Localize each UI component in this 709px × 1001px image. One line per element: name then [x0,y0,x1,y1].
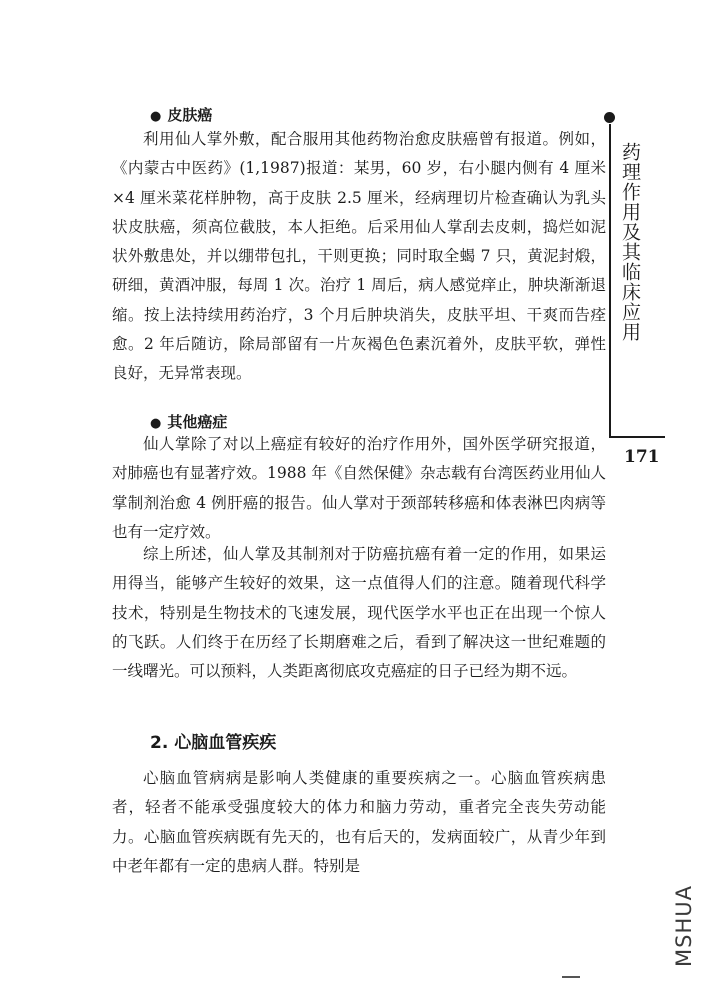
paragraph-cardio: 心脑血管病病是影响人类健康的重要疾病之一。心脑血管疾病患者，轻者不能承受强度较大的体力和脑力劳动，重者完全丧失劳动能力。心脑血管疾病既有先天的，也有后天的，发病面较广，从青少年到中老年都有一定的患病人群。特别是 [112,769,606,875]
side-vertical-rule [609,124,611,436]
paragraph-other-cancers-block [112,430,606,547]
heading-skin-cancer-text: 皮肤癌 [167,106,213,124]
paragraph-cardio-block [112,764,606,881]
side-section-label: 药理作用及其临床应用 [619,142,641,342]
bullet-icon: ● [150,109,162,124]
side-horizontal-rule [609,436,665,438]
bullet-icon: ● [150,416,162,431]
heading-other-cancers-text: 其他癌症 [167,413,228,431]
paragraph-summary-block [112,540,606,686]
watermark-text: MSHUA [672,885,696,967]
paragraph-skin-cancer-block [112,125,606,389]
footer-dash [562,976,580,978]
paragraph-skin-cancer: 利用仙人掌外敷，配合服用其他药物治愈皮肤癌曾有报道。例如，《内蒙古中医药》(1,1987)报道：某男，60 岁，右小腿内侧有 4 厘米×4 厘米菜花样肿物，高于皮肤 2.5 厘米，经病理切片检查确认为乳头状皮肤癌，须高位截肢，本人拒绝。后采用仙人掌刮去皮刺，捣烂如泥状外敷患处，并以绷带包扎，干则更换；同时取全蝎 7 只，黄泥封煅，研细，黄酒冲服，每周 1 次。治疗 1 周后，病人感觉痒止，肿块渐渐退缩。按上法持续用药治疗，3 个月后肿块消失，皮肤平坦、干爽而告痊愈。2 年后随访，除局部留有一片灰褐色色素沉着外，皮肤平软，弹性良好，无异常表现。 [112,130,606,383]
paragraph-summary: 综上所述，仙人掌及其制剂对于防癌抗癌有着一定的作用，如果运用得当，能够产生较好的效果，这一点值得人们的注意。随着现代科学技术，特别是生物技术的飞速发展，现代医学水平也正在出现一个惊人的飞跃。人们终于在历经了长期磨难之后，看到了解决这一世纪难题的一线曙光。可以预料，人类距离彻底攻克癌症的日子已经为期不远。 [112,545,606,681]
chapter-title: 2. 心脑血管疾疾 [150,733,277,753]
heading-skin-cancer [150,104,212,125]
paragraph-other-cancers: 仙人掌除了对以上癌症有较好的治疗作用外，国外医学研究报道，对肺癌也有显著疗效。1988 年《自然保健》杂志载有台湾医药业用仙人掌制剂治愈 4 例肝癌的报告。仙人掌对于颈部转移癌和体表淋巴肉病等也有一定疗效。 [112,435,606,541]
page-number: 171 [624,447,660,467]
heading-other-cancers [150,411,227,432]
side-marker-dot [604,112,615,123]
